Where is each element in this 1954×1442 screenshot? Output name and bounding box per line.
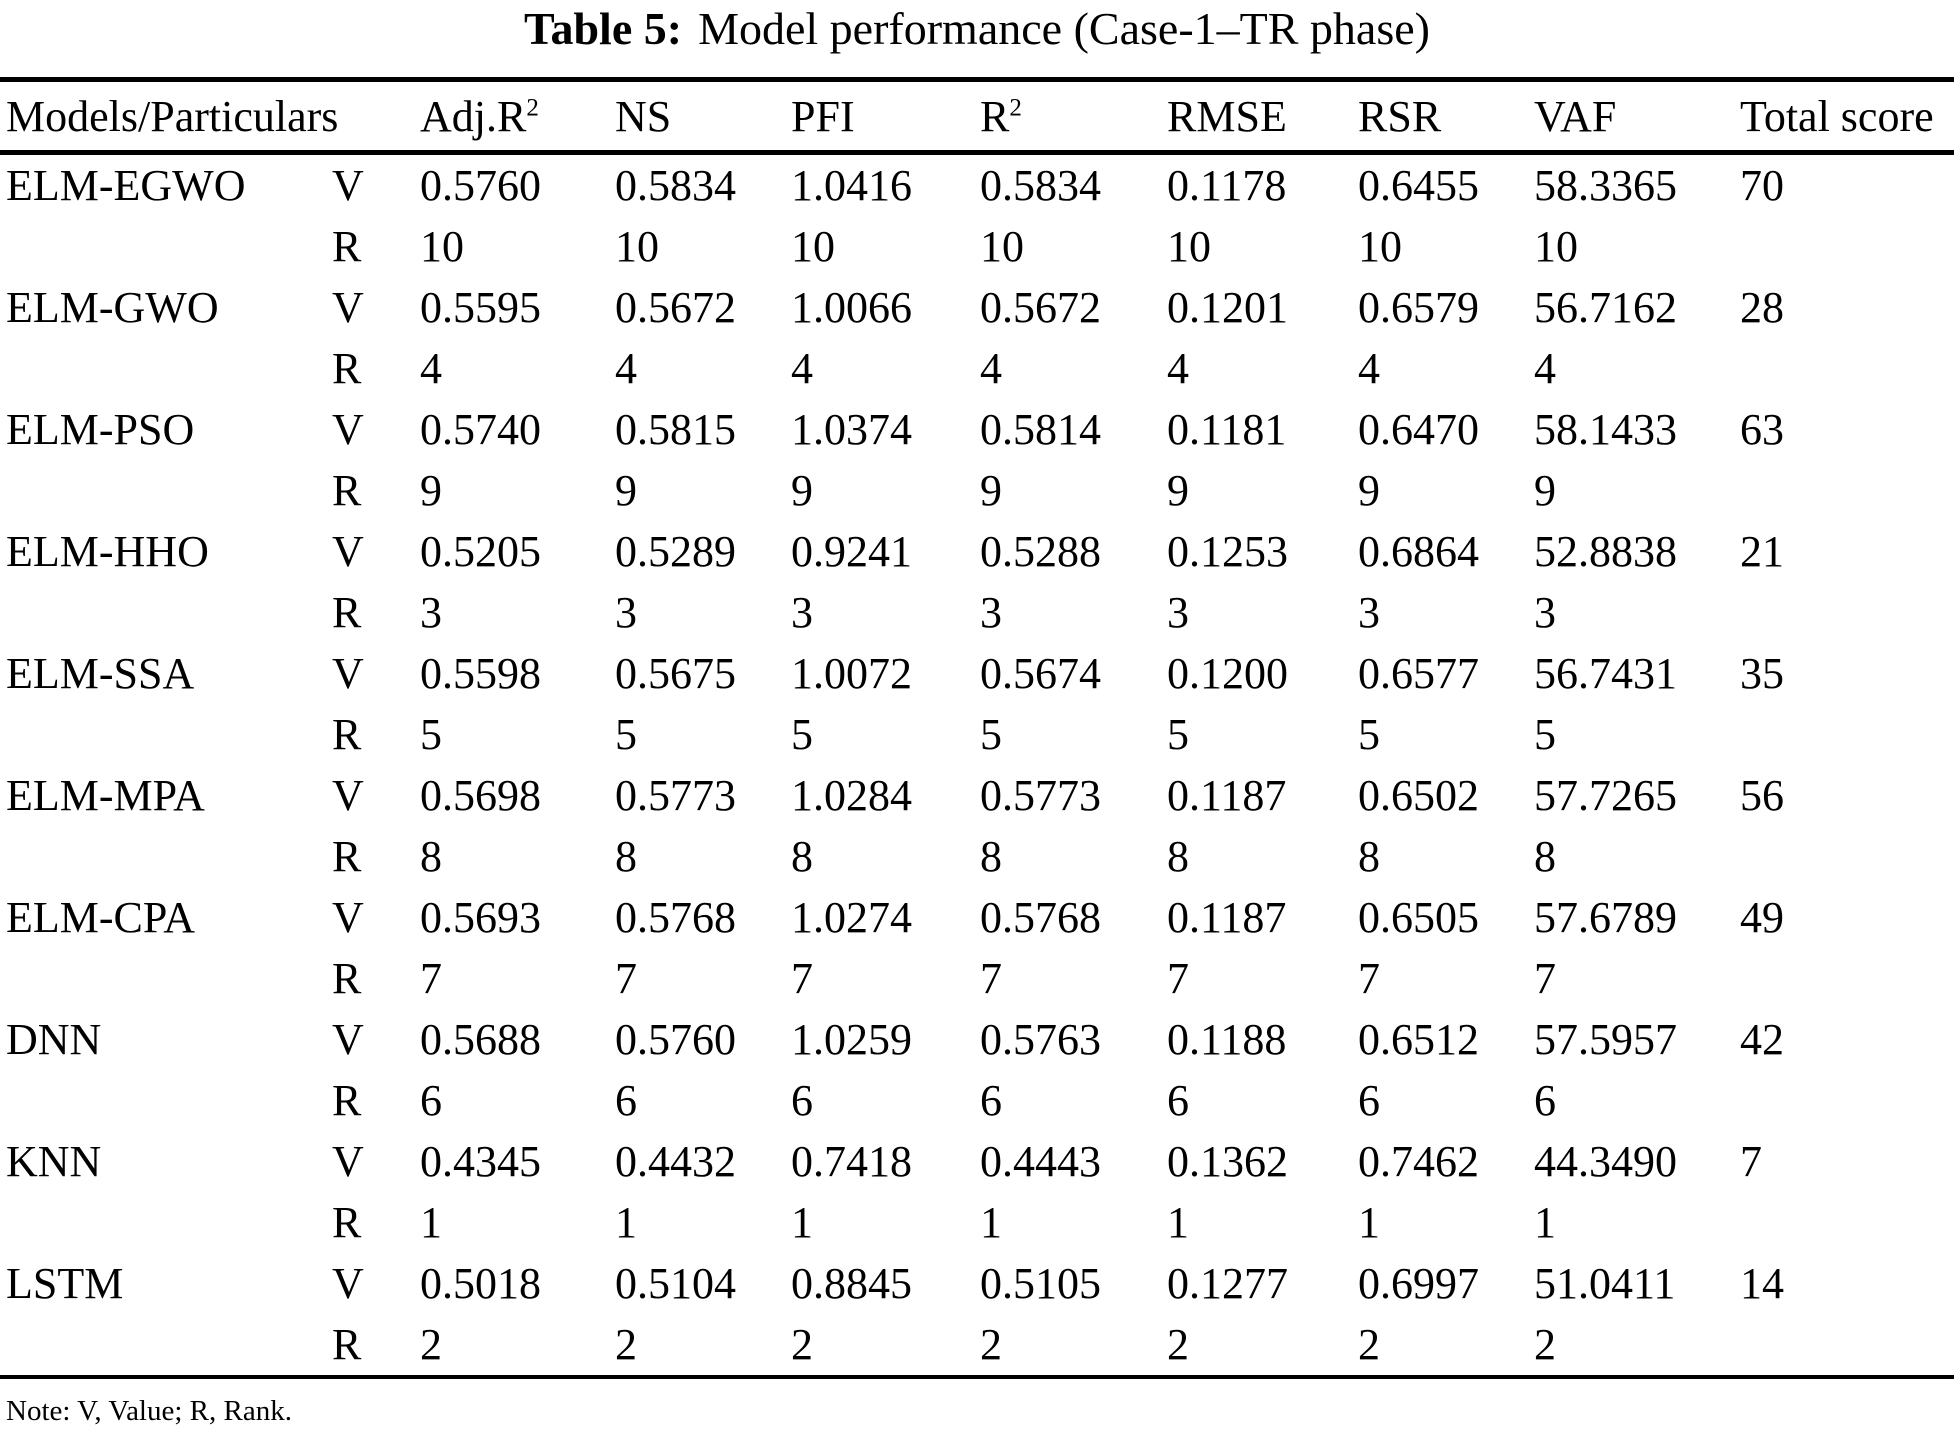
total-score-empty <box>1740 948 1954 1009</box>
metric-value: 0.9241 <box>791 527 913 577</box>
model-name-empty <box>0 582 332 643</box>
metric-rank: 10 <box>980 222 1025 272</box>
metric-rank: 6 <box>420 1076 443 1126</box>
metric-rank: 4 <box>420 344 443 394</box>
metric-value: 1.0072 <box>791 649 913 699</box>
total-score: 42 <box>1740 1015 1785 1065</box>
metric-value: 1.0274 <box>791 893 913 943</box>
row-type-label-value: V <box>332 649 364 699</box>
metric-value: 0.1253 <box>1167 527 1289 577</box>
metric-rank: 1 <box>980 1198 1003 1248</box>
metric-value: 0.1178 <box>1167 161 1287 211</box>
metric-rank: 5 <box>1358 710 1381 760</box>
model-rank-row <box>0 1192 1954 1253</box>
metric-rank: 1 <box>1167 1198 1190 1248</box>
column-header-total-score <box>1740 80 1954 153</box>
model-value-row <box>0 765 1954 826</box>
metric-rank: 10 <box>615 222 660 272</box>
metric-value: 0.5763 <box>980 1015 1102 1065</box>
model-name-empty <box>0 826 332 887</box>
total-score-empty <box>1740 1192 1954 1253</box>
metric-rank: 3 <box>980 588 1003 638</box>
metric-rank: 7 <box>1358 954 1381 1004</box>
metric-value: 0.6577 <box>1358 649 1480 699</box>
superscript: 2 <box>526 94 539 122</box>
model-value-row <box>0 399 1954 460</box>
metric-value: 0.1181 <box>1167 405 1287 455</box>
column-header-adj-r2 <box>420 80 615 153</box>
metric-value: 0.6502 <box>1358 771 1480 821</box>
model-name-empty <box>0 1192 332 1253</box>
metric-value: 0.5773 <box>615 771 737 821</box>
column-header-label: RSR <box>1358 91 1442 141</box>
model-name-empty <box>0 216 332 277</box>
metric-rank: 9 <box>615 466 638 516</box>
metric-value: 0.5289 <box>615 527 737 577</box>
metric-value: 0.1188 <box>1167 1015 1287 1065</box>
metric-rank: 2 <box>420 1320 443 1370</box>
table-caption-text: Model performance (Case-1–TR phase) <box>698 3 1430 54</box>
metric-value: 0.7462 <box>1358 1137 1480 1187</box>
metric-rank: 2 <box>1167 1320 1190 1370</box>
metric-rank: 7 <box>1167 954 1190 1004</box>
model-rank-row <box>0 1070 1954 1131</box>
metric-rank: 5 <box>1167 710 1190 760</box>
metric-rank: 2 <box>980 1320 1003 1370</box>
superscript: 2 <box>1009 94 1022 122</box>
model-rank-row <box>0 582 1954 643</box>
metric-value: 1.0284 <box>791 771 913 821</box>
metric-rank: 5 <box>420 710 443 760</box>
model-name-empty <box>0 1314 332 1377</box>
metric-rank: 8 <box>1534 832 1557 882</box>
metric-rank: 3 <box>791 588 814 638</box>
total-score-empty <box>1740 582 1954 643</box>
metric-rank: 10 <box>1167 222 1212 272</box>
metric-rank: 10 <box>791 222 836 272</box>
metric-rank: 1 <box>791 1198 814 1248</box>
row-type-label-value: V <box>332 893 364 943</box>
metric-rank: 7 <box>615 954 638 1004</box>
total-score-empty <box>1740 460 1954 521</box>
metric-value: 0.5598 <box>420 649 542 699</box>
metric-value: 0.1200 <box>1167 649 1289 699</box>
metric-value: 0.5674 <box>980 649 1102 699</box>
metric-value: 56.7162 <box>1534 283 1678 333</box>
metric-rank: 2 <box>791 1320 814 1370</box>
metric-value: 0.4345 <box>420 1137 542 1187</box>
metric-value: 0.5672 <box>980 283 1102 333</box>
row-type-label-value: V <box>332 1015 364 1065</box>
metric-value: 0.1277 <box>1167 1259 1289 1309</box>
row-type-label-value: V <box>332 405 364 455</box>
model-rank-row <box>0 948 1954 1009</box>
total-score-empty <box>1740 216 1954 277</box>
table-caption <box>0 5 1954 53</box>
metric-rank: 8 <box>980 832 1003 882</box>
metric-rank: 8 <box>1358 832 1381 882</box>
metric-value: 0.5688 <box>420 1015 542 1065</box>
column-header-label: PFI <box>791 91 855 141</box>
model-name: DNN <box>6 1015 102 1065</box>
model-name: ELM-HHO <box>6 527 209 577</box>
metric-value: 0.5773 <box>980 771 1102 821</box>
metric-rank: 5 <box>615 710 638 760</box>
model-value-row <box>0 1253 1954 1314</box>
metric-value: 0.5768 <box>980 893 1102 943</box>
metric-value: 58.1433 <box>1534 405 1678 455</box>
model-rank-row <box>0 1314 1954 1377</box>
metric-rank: 3 <box>1167 588 1190 638</box>
metric-value: 1.0416 <box>791 161 913 211</box>
metric-value: 56.7431 <box>1534 649 1678 699</box>
column-header-r2 <box>980 80 1167 153</box>
row-type-label-value: V <box>332 771 364 821</box>
metric-rank: 5 <box>1534 710 1557 760</box>
metric-value: 0.6512 <box>1358 1015 1480 1065</box>
model-name: ELM-SSA <box>6 649 195 699</box>
row-type-label-rank: R <box>332 832 362 882</box>
model-name: ELM-MPA <box>6 771 205 821</box>
metric-value: 0.5105 <box>980 1259 1102 1309</box>
row-type-label-rank: R <box>332 588 362 638</box>
row-type-label-rank: R <box>332 1198 362 1248</box>
total-score: 35 <box>1740 649 1785 699</box>
model-value-row <box>0 521 1954 582</box>
model-rank-row <box>0 338 1954 399</box>
total-score: 70 <box>1740 161 1785 211</box>
row-type-label-value: V <box>332 527 364 577</box>
column-header-label: R <box>980 91 1010 141</box>
metric-value: 0.7418 <box>791 1137 913 1187</box>
metric-rank: 10 <box>1358 222 1403 272</box>
model-rank-row <box>0 216 1954 277</box>
model-name: ELM-GWO <box>6 283 219 333</box>
metric-rank: 8 <box>1167 832 1190 882</box>
row-type-label-rank: R <box>332 1076 362 1126</box>
model-rank-row <box>0 826 1954 887</box>
metric-rank: 3 <box>1358 588 1381 638</box>
metric-rank: 3 <box>1534 588 1557 638</box>
metric-rank: 2 <box>615 1320 638 1370</box>
model-name: LSTM <box>6 1259 124 1309</box>
metric-rank: 1 <box>1358 1198 1381 1248</box>
model-value-row <box>0 277 1954 338</box>
model-name-empty <box>0 948 332 1009</box>
column-header-label: Total score <box>1740 91 1934 141</box>
model-name: ELM-EGWO <box>6 161 246 211</box>
metric-rank: 4 <box>1358 344 1381 394</box>
metric-value: 0.5672 <box>615 283 737 333</box>
total-score-empty <box>1740 338 1954 399</box>
model-name-empty <box>0 338 332 399</box>
metric-value: 0.4443 <box>980 1137 1102 1187</box>
metric-rank: 8 <box>420 832 443 882</box>
metric-rank: 7 <box>1534 954 1557 1004</box>
metric-rank: 10 <box>1534 222 1579 272</box>
metric-value: 0.1187 <box>1167 771 1287 821</box>
header-row <box>0 80 1954 153</box>
column-header-label: Adj.R <box>420 91 527 141</box>
model-name-empty <box>0 1070 332 1131</box>
metric-value: 0.1362 <box>1167 1137 1289 1187</box>
metric-value: 0.6455 <box>1358 161 1480 211</box>
column-header-label: NS <box>615 91 672 141</box>
metric-value: 0.6505 <box>1358 893 1480 943</box>
metric-value: 44.3490 <box>1534 1137 1678 1187</box>
metric-rank: 3 <box>615 588 638 638</box>
metric-rank: 9 <box>1167 466 1190 516</box>
metric-rank: 4 <box>980 344 1003 394</box>
model-rank-row <box>0 704 1954 765</box>
model-value-row <box>0 887 1954 948</box>
metric-rank: 6 <box>1167 1076 1190 1126</box>
total-score: 28 <box>1740 283 1785 333</box>
metric-value: 58.3365 <box>1534 161 1678 211</box>
metric-value: 0.5760 <box>420 161 542 211</box>
metric-rank: 7 <box>980 954 1003 1004</box>
table-body <box>0 153 1954 1378</box>
metric-value: 0.5288 <box>980 527 1102 577</box>
metric-rank: 9 <box>1534 466 1557 516</box>
metric-rank: 6 <box>1534 1076 1557 1126</box>
metric-value: 0.5104 <box>615 1259 737 1309</box>
metric-value: 0.1187 <box>1167 893 1287 943</box>
total-score: 63 <box>1740 405 1785 455</box>
column-header-ns <box>615 80 791 153</box>
metric-value: 0.5834 <box>615 161 737 211</box>
table-note: Note: V, Value; R, Rank. <box>6 1395 292 1428</box>
model-name: KNN <box>6 1137 102 1187</box>
metric-rank: 6 <box>791 1076 814 1126</box>
column-header-label: Models/Particulars <box>6 91 339 141</box>
model-name: ELM-CPA <box>6 893 196 943</box>
metric-rank: 7 <box>420 954 443 1004</box>
metric-value: 51.0411 <box>1534 1259 1676 1309</box>
model-value-row <box>0 1131 1954 1192</box>
total-score: 7 <box>1740 1137 1763 1187</box>
column-header-pfi <box>791 80 980 153</box>
column-header-rmse <box>1167 80 1358 153</box>
metric-value: 57.6789 <box>1534 893 1678 943</box>
row-type-label-rank: R <box>332 954 362 1004</box>
row-type-label-value: V <box>332 1137 364 1187</box>
metric-rank: 9 <box>420 466 443 516</box>
total-score-empty <box>1740 704 1954 765</box>
total-score-empty <box>1740 826 1954 887</box>
metric-value: 0.5834 <box>980 161 1102 211</box>
metric-value: 0.5760 <box>615 1015 737 1065</box>
row-type-label-rank: R <box>332 466 362 516</box>
metric-value: 0.6470 <box>1358 405 1480 455</box>
metric-rank: 6 <box>615 1076 638 1126</box>
column-header-vaf <box>1534 80 1740 153</box>
metric-value: 1.0066 <box>791 283 913 333</box>
metric-value: 1.0374 <box>791 405 913 455</box>
metric-value: 0.6579 <box>1358 283 1480 333</box>
metric-value: 0.5675 <box>615 649 737 699</box>
metric-rank: 10 <box>420 222 465 272</box>
metric-value: 57.5957 <box>1534 1015 1678 1065</box>
metric-rank: 1 <box>1534 1198 1557 1248</box>
model-name: ELM-PSO <box>6 405 195 455</box>
table-caption-number: Table 5: <box>524 3 683 54</box>
metric-value: 0.6864 <box>1358 527 1480 577</box>
total-score: 56 <box>1740 771 1785 821</box>
metric-value: 0.5018 <box>420 1259 542 1309</box>
metric-rank: 5 <box>791 710 814 760</box>
metric-value: 0.5814 <box>980 405 1102 455</box>
column-header-label: VAF <box>1534 91 1617 141</box>
metric-value: 0.5768 <box>615 893 737 943</box>
metric-rank: 4 <box>1534 344 1557 394</box>
row-type-label-rank: R <box>332 344 362 394</box>
row-type-label-rank: R <box>332 1320 362 1370</box>
metric-rank: 7 <box>791 954 814 1004</box>
total-score-empty <box>1740 1070 1954 1131</box>
row-type-label-rank: R <box>332 710 362 760</box>
total-score: 49 <box>1740 893 1785 943</box>
metric-rank: 8 <box>791 832 814 882</box>
metric-value: 57.7265 <box>1534 771 1678 821</box>
metric-value: 52.8838 <box>1534 527 1678 577</box>
metric-value: 0.5740 <box>420 405 542 455</box>
column-header-label: RMSE <box>1167 91 1287 141</box>
column-header-rsr <box>1358 80 1534 153</box>
metric-rank: 4 <box>791 344 814 394</box>
total-score-empty <box>1740 1314 1954 1377</box>
metric-value: 0.6997 <box>1358 1259 1480 1309</box>
model-value-row <box>0 1009 1954 1070</box>
metric-value: 0.8845 <box>791 1259 913 1309</box>
row-type-label-value: V <box>332 283 364 333</box>
model-performance-table <box>0 77 1954 1379</box>
metric-rank: 1 <box>420 1198 443 1248</box>
model-name-empty <box>0 460 332 521</box>
metric-rank: 1 <box>615 1198 638 1248</box>
model-value-row <box>0 153 1954 217</box>
metric-rank: 6 <box>1358 1076 1381 1126</box>
metric-rank: 3 <box>420 588 443 638</box>
column-header-models <box>0 80 420 153</box>
metric-value: 0.5698 <box>420 771 542 821</box>
metric-rank: 4 <box>1167 344 1190 394</box>
total-score: 14 <box>1740 1259 1785 1309</box>
row-type-label-value: V <box>332 161 364 211</box>
row-type-label-rank: R <box>332 222 362 272</box>
model-name-empty <box>0 704 332 765</box>
metric-rank: 4 <box>615 344 638 394</box>
metric-rank: 2 <box>1534 1320 1557 1370</box>
metric-value: 0.1201 <box>1167 283 1289 333</box>
metric-value: 0.5815 <box>615 405 737 455</box>
metric-rank: 9 <box>980 466 1003 516</box>
metric-rank: 9 <box>791 466 814 516</box>
row-type-label-value: V <box>332 1259 364 1309</box>
metric-rank: 6 <box>980 1076 1003 1126</box>
metric-rank: 9 <box>1358 466 1381 516</box>
metric-value: 0.5205 <box>420 527 542 577</box>
metric-value: 0.5693 <box>420 893 542 943</box>
total-score: 21 <box>1740 527 1785 577</box>
model-rank-row <box>0 460 1954 521</box>
metric-value: 0.5595 <box>420 283 542 333</box>
metric-value: 0.4432 <box>615 1137 737 1187</box>
model-value-row <box>0 643 1954 704</box>
metric-rank: 5 <box>980 710 1003 760</box>
metric-rank: 2 <box>1358 1320 1381 1370</box>
metric-rank: 8 <box>615 832 638 882</box>
metric-value: 1.0259 <box>791 1015 913 1065</box>
